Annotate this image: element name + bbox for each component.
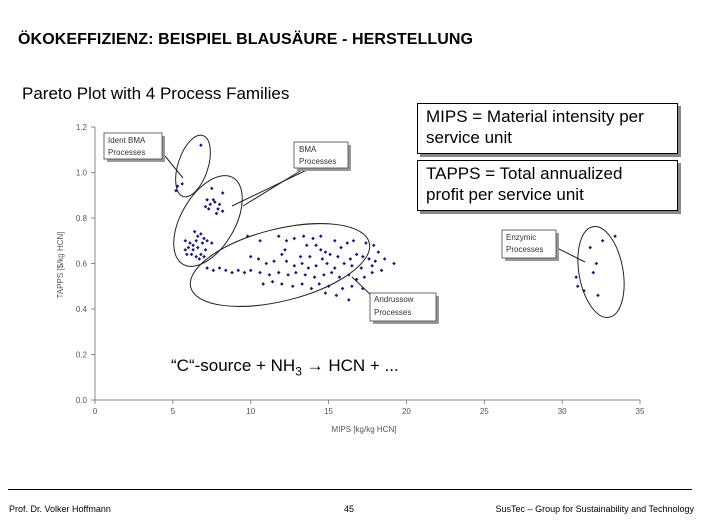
- data-point-bma-processes: [191, 248, 195, 252]
- callout-ident-bma-line1: Ident BMA: [108, 136, 146, 145]
- data-point-bma-processes: [210, 241, 214, 245]
- data-point-andrussow-processes: [380, 269, 384, 273]
- data-point-andrussow-processes: [336, 255, 340, 259]
- x-tick-label: 15: [324, 407, 334, 416]
- callout-enzymic: [502, 230, 559, 261]
- data-point-bma-processes: [204, 205, 208, 209]
- data-point-enzymic-processes: [588, 246, 592, 250]
- ellipse-bma: [160, 164, 257, 278]
- data-point-andrussow-processes: [308, 255, 312, 259]
- data-point-andrussow-processes: [268, 273, 272, 277]
- data-point-bma-processes: [184, 239, 188, 243]
- data-point-enzymic-processes: [613, 234, 617, 238]
- data-point-andrussow-processes: [294, 271, 298, 275]
- x-axis: [93, 400, 645, 416]
- data-point-andrussow-processes: [319, 234, 323, 238]
- data-point-andrussow-processes: [372, 244, 376, 248]
- data-point-andrussow-processes: [373, 259, 377, 263]
- x-tick-label: 20: [401, 407, 411, 416]
- data-point-ident-bma-processes: [199, 143, 203, 147]
- data-point-andrussow-processes: [363, 275, 367, 279]
- slide-title: ÖKOKEFFIZIENZ: BEISPIEL BLAUSÄURE - HERSTELLUNG: [18, 31, 474, 48]
- footer-page-number: 45: [344, 504, 355, 514]
- data-point-andrussow-processes: [367, 257, 371, 261]
- x-tick-label: 25: [479, 407, 489, 416]
- data-point-andrussow-processes: [328, 253, 332, 257]
- footer-organization: SusTec – Group for Sustainability and Technology: [495, 504, 694, 514]
- y-tick-label: 1.2: [75, 123, 87, 132]
- data-point-bma-processes: [193, 230, 197, 234]
- arrow-icon: →: [306, 356, 324, 375]
- data-point-andrussow-processes: [335, 294, 339, 298]
- data-point-bma-processes: [194, 255, 198, 259]
- data-point-bma-processes: [216, 207, 220, 211]
- data-point-andrussow-processes: [293, 264, 297, 268]
- data-point-andrussow-processes: [350, 264, 354, 268]
- data-point-andrussow-processes: [218, 266, 222, 270]
- data-point-andrussow-processes: [224, 269, 228, 273]
- data-point-andrussow-processes: [285, 259, 289, 263]
- data-point-enzymic-processes: [576, 284, 580, 288]
- data-point-andrussow-processes: [300, 282, 304, 286]
- tapps-line-1: TAPPS = Total annualized: [426, 164, 623, 183]
- data-point-andrussow-processes: [361, 255, 365, 259]
- y-tick-label: 1.0: [75, 168, 87, 178]
- reaction-formula: [171, 356, 399, 378]
- callout-enzymic-line1: Enzymic: [506, 233, 537, 242]
- data-point-bma-processes: [185, 253, 189, 257]
- data-point-andrussow-processes: [317, 282, 321, 286]
- formula-subscript: 3: [295, 364, 302, 379]
- data-point-andrussow-processes: [272, 259, 276, 263]
- data-point-bma-processes: [184, 248, 188, 252]
- data-point-bma-processes: [199, 253, 203, 257]
- data-point-andrussow-processes: [285, 239, 289, 243]
- callout-andrussow-line1: Andrussow: [374, 295, 414, 304]
- data-point-andrussow-processes: [370, 271, 374, 275]
- data-point-ident-bma-processes: [180, 182, 184, 186]
- data-point-bma-processes: [215, 212, 219, 216]
- x-tick-label: 30: [557, 407, 567, 416]
- data-point-andrussow-processes: [325, 262, 329, 266]
- x-tick-label: 0: [92, 407, 98, 416]
- data-point-andrussow-processes: [303, 273, 307, 277]
- y-tick-label: 0.0: [75, 396, 87, 405]
- data-point-bma-processes: [196, 234, 200, 238]
- data-point-andrussow-processes: [310, 287, 314, 291]
- data-point-andrussow-processes: [305, 244, 309, 248]
- data-point-bma-processes: [188, 241, 192, 245]
- x-tick-label: 10: [246, 407, 256, 416]
- data-point-bma-processes: [218, 203, 222, 207]
- data-point-andrussow-processes: [338, 275, 342, 279]
- data-point-andrussow-processes: [347, 298, 351, 302]
- data-point-andrussow-processes: [212, 269, 216, 273]
- y-tick-label: 0.6: [75, 259, 87, 269]
- data-point-andrussow-processes: [293, 237, 297, 241]
- callout-ident-bma: [104, 133, 165, 162]
- data-point-andrussow-processes: [341, 287, 345, 291]
- data-point-bma-processes: [207, 207, 211, 211]
- callout-bma-line2: Processes: [299, 157, 337, 166]
- data-point-andrussow-processes: [264, 262, 268, 266]
- data-point-andrussow-processes: [300, 262, 304, 266]
- data-point-bma-processes: [205, 239, 209, 243]
- data-point-andrussow-processes: [258, 271, 262, 275]
- data-point-enzymic-processes: [591, 271, 595, 275]
- mips-line-2: service unit: [426, 128, 512, 147]
- tapps-definition-box: [417, 160, 678, 211]
- data-point-bma-processes: [199, 232, 203, 236]
- data-point-andrussow-processes: [258, 239, 262, 243]
- data-point-bma-processes: [198, 257, 202, 261]
- data-point-andrussow-processes: [236, 269, 240, 273]
- data-point-bma-processes: [191, 244, 195, 248]
- data-point-andrussow-processes: [370, 264, 374, 268]
- data-point-andrussow-processes: [291, 284, 295, 288]
- data-point-andrussow-processes: [319, 248, 323, 252]
- data-point-bma-processes: [196, 246, 200, 250]
- data-point-andrussow-processes: [277, 271, 281, 275]
- data-point-andrussow-processes: [333, 266, 337, 270]
- data-point-andrussow-processes: [361, 287, 365, 291]
- data-point-andrussow-processes: [271, 280, 275, 284]
- data-point-andrussow-processes: [249, 269, 253, 273]
- data-point-andrussow-processes: [352, 239, 356, 243]
- data-point-bma-processes: [221, 209, 225, 213]
- callout-andrussow: [370, 293, 439, 324]
- x-axis-title: MIPS [kg/kg HCN]: [331, 425, 397, 434]
- y-tick-label: 0.2: [75, 350, 87, 360]
- mips-definition-box: [417, 103, 678, 154]
- data-point-enzymic-processes: [596, 294, 600, 298]
- data-point-andrussow-processes: [377, 250, 381, 254]
- data-point-bma-processes: [202, 255, 206, 259]
- ellipse-andrussow: [182, 208, 378, 322]
- data-point-bma-processes: [194, 239, 198, 243]
- x-tick-label: 5: [170, 407, 176, 416]
- data-point-andrussow-processes: [277, 234, 281, 238]
- data-point-andrussow-processes: [257, 257, 261, 261]
- callout-enzymic-line2: Processes: [506, 245, 544, 254]
- data-point-bma-processes: [205, 198, 209, 202]
- data-point-andrussow-processes: [307, 266, 311, 270]
- data-point-andrussow-processes: [302, 234, 306, 238]
- data-point-andrussow-processes: [392, 262, 396, 266]
- footer-divider: [8, 489, 692, 490]
- callout-andrussow-line2: Processes: [374, 308, 412, 317]
- data-point-andrussow-processes: [314, 244, 318, 248]
- chart-subtitle: Pareto Plot with 4 Process Families: [22, 84, 290, 103]
- data-point-andrussow-processes: [324, 250, 328, 254]
- data-point-andrussow-processes: [342, 262, 346, 266]
- data-point-andrussow-processes: [280, 253, 284, 257]
- callout-bma: [294, 142, 351, 171]
- y-axis: [76, 123, 95, 405]
- data-point-enzymic-processes: [601, 239, 605, 243]
- data-point-andrussow-processes: [349, 257, 353, 261]
- callout-bma-line1: BMA: [299, 145, 317, 154]
- data-point-bma-processes: [221, 191, 225, 195]
- x-tick-label: 35: [635, 407, 645, 416]
- data-point-andrussow-processes: [230, 271, 234, 275]
- data-point-bma-processes: [210, 187, 214, 191]
- data-point-andrussow-processes: [322, 273, 326, 277]
- data-point-bma-processes: [208, 203, 212, 207]
- data-point-andrussow-processes: [314, 264, 318, 268]
- data-point-andrussow-processes: [355, 253, 359, 257]
- data-point-andrussow-processes: [261, 282, 265, 286]
- data-point-andrussow-processes: [345, 241, 349, 245]
- data-point-andrussow-processes: [339, 246, 343, 250]
- y-tick-label: 0.4: [75, 305, 87, 314]
- data-point-andrussow-processes: [311, 237, 315, 241]
- data-point-andrussow-processes: [205, 266, 209, 270]
- data-point-andrussow-processes: [243, 271, 247, 275]
- data-point-andrussow-processes: [333, 239, 337, 243]
- data-point-andrussow-processes: [350, 284, 354, 288]
- data-point-andrussow-processes: [321, 257, 325, 261]
- data-point-andrussow-processes: [286, 273, 290, 277]
- y-axis-title: TAPPS [$/kg HCN]: [56, 231, 65, 299]
- footer-author: Prof. Dr. Volker Hoffmann: [9, 504, 111, 514]
- data-point-andrussow-processes: [359, 266, 363, 270]
- data-point-andrussow-processes: [383, 257, 387, 261]
- data-point-andrussow-processes: [299, 255, 303, 259]
- data-point-andrussow-processes: [313, 275, 317, 279]
- formula-reactants: “C“-source + NH: [171, 356, 296, 375]
- ellipse-enzymic: [571, 223, 630, 321]
- callout-ident-bma-line2: Processes: [108, 148, 146, 157]
- data-point-enzymic-processes: [574, 275, 578, 279]
- tapps-line-2: profit per service unit: [426, 185, 584, 204]
- data-point-bma-processes: [201, 241, 205, 245]
- data-point-enzymic-processes: [595, 262, 599, 266]
- data-point-andrussow-processes: [280, 282, 284, 286]
- data-point-andrussow-processes: [283, 248, 287, 252]
- data-point-andrussow-processes: [330, 271, 334, 275]
- formula-products: HCN + ...: [323, 356, 399, 375]
- data-point-bma-processes: [204, 248, 208, 252]
- data-point-andrussow-processes: [364, 241, 368, 245]
- y-tick-label: 0.8: [75, 214, 87, 223]
- data-point-bma-processes: [202, 237, 206, 241]
- data-point-bma-processes: [190, 253, 194, 257]
- data-point-andrussow-processes: [249, 255, 253, 259]
- data-point-bma-processes: [187, 246, 191, 250]
- data-point-andrussow-processes: [324, 291, 328, 295]
- mips-line-1: MIPS = Material intensity per: [426, 107, 644, 126]
